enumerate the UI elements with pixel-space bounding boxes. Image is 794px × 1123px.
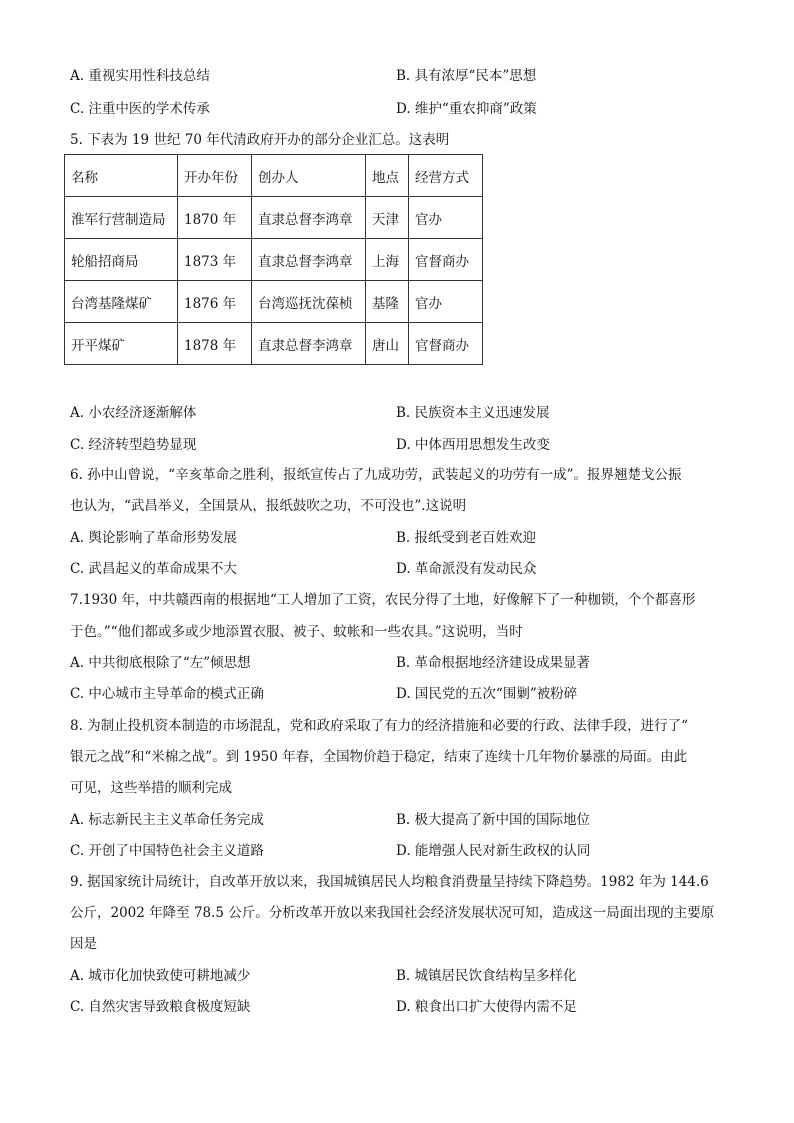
q7-option-a[interactable]: A. 中共彻底根除了“左”倾思想 <box>70 655 251 671</box>
q7-stem-line-1: 7.1930 年，中共赣西南的根据地“工人增加了工资，农民分得了土地，好像解下了一种枷锁，个个都喜形 <box>70 592 696 608</box>
q8-option-b[interactable]: B. 极大提高了新中国的国际地位 <box>396 812 591 828</box>
q8-stem-line-3: 可见，这些举措的顺利完成 <box>70 780 232 796</box>
q4-options-row-1 <box>70 66 730 86</box>
q9-option-a[interactable]: A. 城市化加快致使可耕地减少 <box>70 968 251 984</box>
table-cell: 轮船招商局 <box>65 239 178 281</box>
q8-stem-line-2: 银元之战”和“米棉之战”。到 1950 年春，全国物价趋于稳定，结束了连续十几年物价暴涨的局面。由此 <box>70 749 688 765</box>
table-cell: 开平煤矿 <box>65 323 178 365</box>
q4-option-d[interactable]: D. 维护“重农抑商”政策 <box>396 101 537 117</box>
q6-option-d[interactable]: D. 革命派没有发动民众 <box>396 561 537 577</box>
q5-option-a[interactable]: A. 小农经济逐渐解体 <box>70 405 197 421</box>
q5-option-b[interactable]: B. 民族资本主义迅速发展 <box>396 405 550 421</box>
q6-option-a[interactable]: A. 舆论影响了革命形势发展 <box>70 530 237 546</box>
table-row <box>65 281 483 323</box>
q6-option-b[interactable]: B. 报纸受到老百姓欢迎 <box>396 530 537 546</box>
q5-options-row-2 <box>70 435 730 455</box>
table-cell: 台湾基隆煤矿 <box>65 281 178 323</box>
table-row <box>65 323 483 365</box>
table-cell: 直隶总督李鸿章 <box>252 197 366 239</box>
q6-options-row-1 <box>70 528 730 548</box>
q9-option-d[interactable]: D. 粮食出口扩大使得内需不足 <box>396 999 577 1015</box>
q8-option-c[interactable]: C. 开创了中国特色社会主义道路 <box>70 843 264 859</box>
q4-option-a[interactable]: A. 重视实用性科技总结 <box>70 68 210 84</box>
q9-stem-line-2: 公斤，2002 年降至 78.5 公斤。分析改革开放以来我国社会经济发展状况可知，造成这一局面出现的主要原 <box>70 905 715 921</box>
q8-options-row-1 <box>70 810 730 830</box>
q7-option-d[interactable]: D. 国民党的五次“围剿”被粉碎 <box>396 686 578 702</box>
q5-enterprise-table <box>64 154 483 365</box>
table-cell: 官办 <box>409 197 483 239</box>
table-cell: 1878 年 <box>178 323 252 365</box>
q4-options-row-2 <box>70 99 730 119</box>
table-cell: 唐山 <box>366 323 409 365</box>
q4-option-c[interactable]: C. 注重中医的学术传承 <box>70 101 210 117</box>
q9-option-c[interactable]: C. 自然灾害导致粮食极度短缺 <box>70 999 251 1015</box>
q7-options-row-2 <box>70 684 730 704</box>
q6-options-row-2 <box>70 559 730 579</box>
q4-option-b[interactable]: B. 具有浓厚“民本”思想 <box>396 68 537 84</box>
q9-options-row-1 <box>70 966 730 986</box>
table-header-cell: 开办年份 <box>178 155 252 197</box>
table-header-cell: 地点 <box>366 155 409 197</box>
q8-options-row-2 <box>70 841 730 861</box>
table-cell: 直隶总督李鸿章 <box>252 239 366 281</box>
table-cell: 官办 <box>409 281 483 323</box>
table-cell: 官督商办 <box>409 323 483 365</box>
q9-option-b[interactable]: B. 城镇居民饮食结构呈多样化 <box>396 968 577 984</box>
q5-option-d[interactable]: D. 中体西用思想发生改变 <box>396 437 550 453</box>
q9-stem-line-3: 因是 <box>70 936 97 952</box>
q7-options-row-1 <box>70 653 730 673</box>
table-cell: 基隆 <box>366 281 409 323</box>
table-header-cell: 名称 <box>65 155 178 197</box>
table-cell: 直隶总督李鸿章 <box>252 323 366 365</box>
table-header-cell: 经营方式 <box>409 155 483 197</box>
q6-stem-line-2: 也认为，“武昌举义，全国景从，报纸鼓吹之功，不可没也”.这说明 <box>70 498 467 514</box>
q7-option-c[interactable]: C. 中心城市主导革命的模式正确 <box>70 686 264 702</box>
q8-option-d[interactable]: D. 能增强人民对新生政权的认同 <box>396 843 591 859</box>
q7-stem-line-2: 于色。”“他们都或多或少地添置衣服、被子、蚊帐和一些农具。”这说明，当时 <box>70 624 523 640</box>
q9-stem-line-1: 9. 据国家统计局统计，自改革开放以来，我国城镇居民人均粮食消费量呈持续下降趋势。1982 年为 144.6 <box>70 874 709 890</box>
q5-options-row-1 <box>70 403 730 423</box>
table-row <box>65 197 483 239</box>
q8-stem-line-1: 8. 为制止投机资本制造的市场混乱，党和政府采取了有力的经济措施和必要的行政、法律手段，进行了“ <box>70 718 689 734</box>
q5-option-c[interactable]: C. 经济转型趋势显现 <box>70 437 197 453</box>
table-cell: 上海 <box>366 239 409 281</box>
table-row <box>65 239 483 281</box>
table-header-row <box>65 155 483 197</box>
table-cell: 1870 年 <box>178 197 252 239</box>
table-cell: 台湾巡抚沈葆桢 <box>252 281 366 323</box>
table-header-cell: 创办人 <box>252 155 366 197</box>
table-cell: 1873 年 <box>178 239 252 281</box>
table-cell: 1876 年 <box>178 281 252 323</box>
table-cell: 淮军行营制造局 <box>65 197 178 239</box>
q9-options-row-2 <box>70 997 730 1017</box>
table-cell: 天津 <box>366 197 409 239</box>
table-cell: 官督商办 <box>409 239 483 281</box>
q6-option-c[interactable]: C. 武昌起义的革命成果不大 <box>70 561 237 577</box>
q5-stem: 5. 下表为 19 世纪 70 年代清政府开办的部分企业汇总。这表明 <box>70 132 450 148</box>
q7-option-b[interactable]: B. 革命根据地经济建设成果显著 <box>396 655 591 671</box>
q8-option-a[interactable]: A. 标志新民主主义革命任务完成 <box>70 812 264 828</box>
q6-stem-line-1: 6. 孙中山曾说，“辛亥革命之胜利，报纸宣传占了九成功劳，武装起义的功劳有一成”。报界翘楚戈公振 <box>70 467 682 483</box>
